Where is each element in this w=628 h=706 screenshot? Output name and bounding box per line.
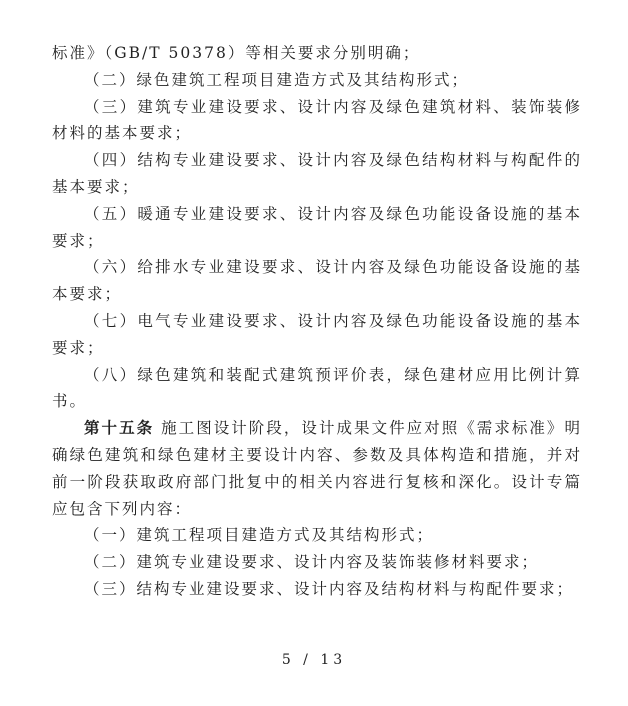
- paragraph-continuation: 标准》（GB/T 50378）等相关要求分别明确；: [52, 44, 421, 62]
- list-item-7: （七）电气专业建设要求、设计内容及绿色功能设备设施的基本要求；: [52, 311, 582, 357]
- document-body: [52, 40, 582, 603]
- article-15: [52, 415, 582, 522]
- list-item-3: （三）建筑专业建设要求、设计内容及绿色建筑材料、装饰装修材料的基本要求；: [52, 97, 582, 143]
- list-item-4: （四）结构专业建设要求、设计内容及绿色结构材料与构配件的基本要求；: [52, 151, 582, 196]
- list-item-8: （八）绿色建筑和装配式建筑预评价表，绿色建材应用比例计算书。: [52, 365, 582, 411]
- article-text: 施工图设计阶段，设计成果文件应对照《需求标准》明确绿色建筑和绿色建材主要设计内容、参数及具体构造和措施，并对前一阶段获取政府部门批复中的相关内容进行复核和深化。设计专篇应包含下列内容：: [52, 419, 582, 518]
- sub-item-2: （二）建筑专业建设要求、设计内容及装饰装修材料要求；: [84, 553, 540, 572]
- sub-item-1: （一）建筑工程项目建造方式及其结构形式；: [84, 526, 435, 545]
- list-item-6: （六）给排水专业建设要求、设计内容及绿色功能设备设施的基本要求；: [52, 258, 582, 304]
- article-label: 第十五条: [84, 418, 155, 438]
- page-number: 5 / 13: [281, 652, 347, 668]
- list-item-5: （五）暖通专业建设要求、设计内容及绿色功能设备设施的基本要求；: [52, 204, 582, 250]
- sub-item-3: （三）结构专业建设要求、设计内容及结构材料与构配件要求；: [84, 579, 575, 598]
- list-item-2: （二）绿色建筑工程项目建造方式及其结构形式；: [84, 70, 470, 89]
